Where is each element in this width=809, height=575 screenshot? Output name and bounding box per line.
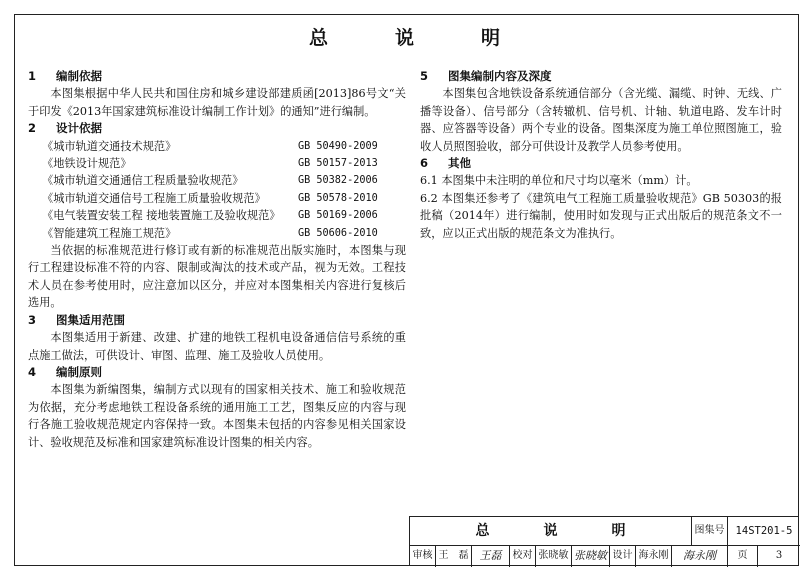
page-number: 3	[775, 550, 783, 561]
standard-name: 《地铁设计规范》	[42, 157, 132, 171]
section-3-heading	[28, 312, 406, 329]
section-title: 编制原则	[56, 364, 102, 379]
standard-name: 《城市轨道交通技术规范》	[42, 139, 177, 153]
standard-code: GB 50606-2010	[298, 227, 378, 239]
section-number: 3	[28, 312, 37, 327]
section-5-heading	[420, 68, 782, 85]
page-label: 页	[728, 546, 758, 567]
review-signature: 王磊	[472, 546, 510, 567]
standard-code: GB 50578-2010	[298, 192, 378, 204]
standard-item	[28, 207, 406, 224]
right-column	[420, 68, 782, 242]
standard-name: 《智能建筑工程施工规范》	[42, 226, 177, 240]
section-6-item-1: 6.1 本图集中未注明的单位和尺寸均以毫米（mm）计。	[420, 174, 698, 188]
title-block-title: 总 说 明	[410, 517, 692, 546]
standard-item	[28, 155, 406, 172]
section-4-heading	[28, 364, 406, 381]
standard-item	[28, 138, 406, 155]
section-title: 图集适用范围	[56, 312, 125, 327]
design-label: 设计	[610, 546, 636, 567]
section-number: 1	[28, 69, 37, 83]
standard-code: GB 50157-2013	[298, 158, 378, 170]
design-signature: 海永刚	[672, 546, 728, 567]
standard-code: GB 50490-2009	[298, 140, 378, 152]
section-title: 编制依据	[56, 69, 102, 83]
section-2-paragraph: 当依据的标准规范进行修订或有新的标准规范出版实施时，本图集与现行工程建设标准不符的内容、限制或淘汰的技术或产品，视为无效。工程技术人员在参考使用时，应注意加以区分，并应对本图集相关内容进行复核后选用。	[28, 244, 406, 310]
section-number: 5	[420, 69, 429, 83]
standard-name: 《城市轨道交通通信工程质量验收规范》	[42, 174, 244, 188]
left-column	[28, 68, 406, 451]
design-name: 海永刚	[636, 546, 672, 567]
review-label: 审核	[410, 546, 436, 567]
section-6-item-2: 6.2 本图集还参考了《建筑电气工程施工质量验收规范》GB 50303的报批稿（2014年）进行编制，使用时如发现与正式出版后的规范条文不一致，应以正式出版的规范条文为准执行。	[420, 191, 782, 240]
section-2-heading	[28, 120, 406, 137]
section-number: 2	[28, 121, 37, 136]
section-number: 6	[420, 156, 429, 171]
section-5-paragraph: 本图集包含地铁设备系统通信部分（含光缆、漏缆、时钟、无线、广播等设备）、信号部分（含转辙机、信号机、计轴、轨道电路、发车计时器、应答器等设备）两个专业的设备。图集深度为施工单位照图施工，验收人员照图验收，部分可供设计及教学人员参考使用。	[420, 87, 782, 153]
check-signature: 张晓敏	[572, 546, 610, 567]
section-4-paragraph: 本图集为新编图集，编制方式以现有的国家相关技术、施工和验收规范为依据，充分考虑地铁工程设备系统的通用施工工艺，图集反应的内容与现行各施工验收规范规定内容保持一致。本图集未包括的内容参见相关国家设计、验收规范及标准和国家建筑标准设计图集的相关内容。	[28, 383, 406, 449]
section-title: 其他	[448, 156, 471, 171]
standards-list	[28, 138, 406, 242]
standard-item	[28, 190, 406, 207]
section-title: 图集编制内容及深度	[448, 69, 552, 83]
standard-item	[28, 225, 406, 242]
check-name: 张晓敏	[536, 546, 572, 567]
section-title: 设计依据	[56, 121, 102, 136]
page-title: 总 说 明	[308, 27, 524, 49]
title-block	[409, 516, 799, 566]
section-6-heading	[420, 155, 782, 172]
standard-item	[28, 172, 406, 189]
section-1-heading	[28, 68, 406, 85]
review-name: 王 磊	[436, 546, 472, 567]
atlas-number: 14ST201-5	[728, 517, 800, 546]
standard-name: 《城市轨道交通信号工程施工质量验收规范》	[42, 191, 266, 205]
standard-name: 《电气装置安装工程 接地装置施工及验收规范》	[42, 209, 281, 223]
section-number: 4	[28, 364, 37, 379]
section-1-paragraph: 本图集根据中华人民共和国住房和城乡建设部建质函[2013]86号文“关于印发《2013年国家建筑标准设计编制工作计划》的通知”进行编制。	[28, 87, 406, 118]
standard-code: GB 50382-2006	[298, 175, 378, 187]
check-label: 校对	[510, 546, 536, 567]
standard-code: GB 50169-2006	[298, 210, 378, 222]
section-3-paragraph: 本图集适用于新建、改建、扩建的地铁工程机电设备通信信号系统的重点施工做法，可供设计、审图、监理、施工及验收人员使用。	[28, 331, 406, 362]
approval-row	[410, 546, 800, 567]
atlas-number-label: 图集号	[692, 517, 728, 546]
